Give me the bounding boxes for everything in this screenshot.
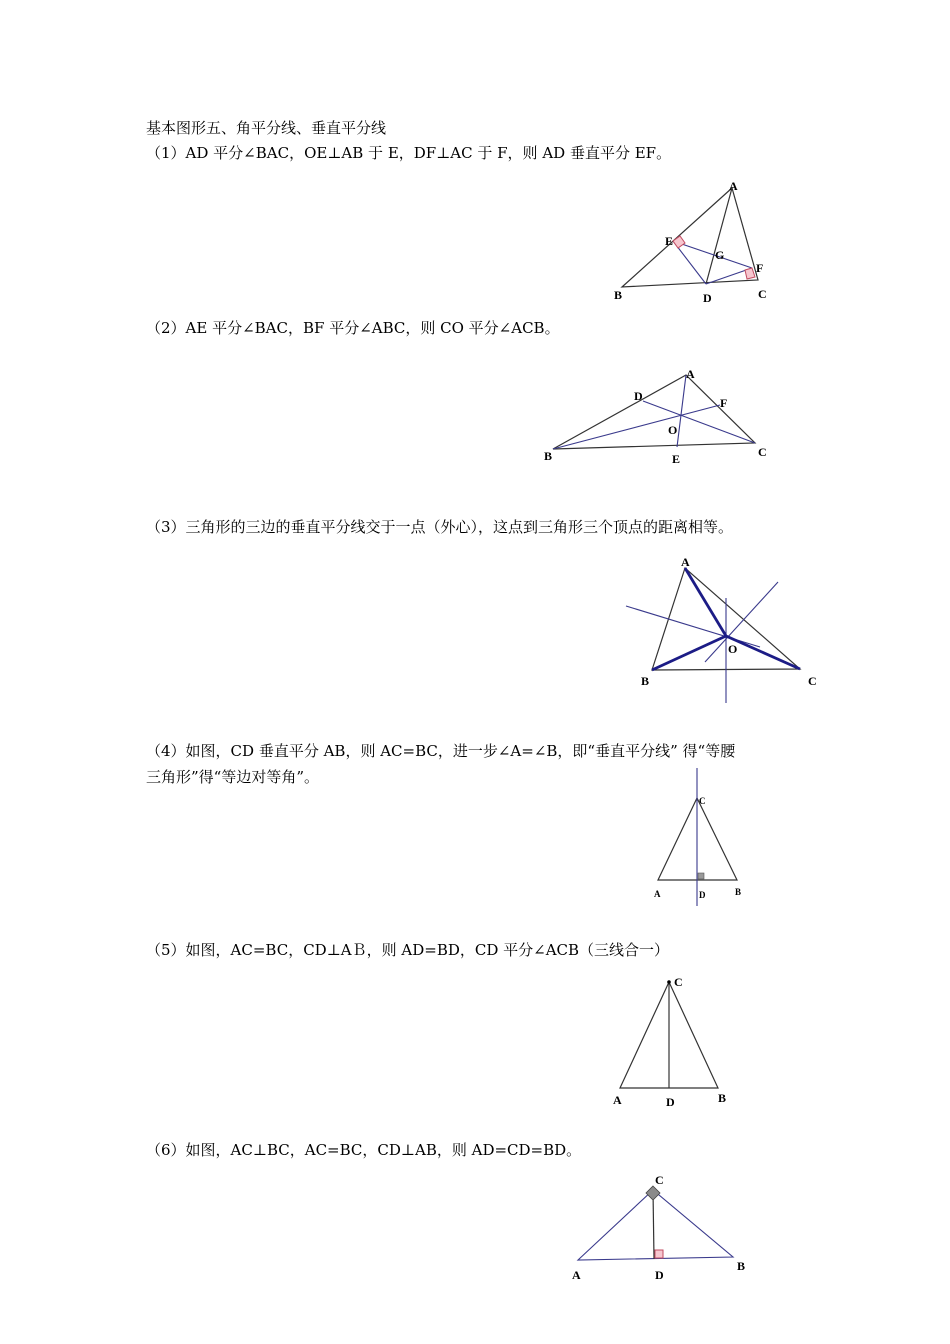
fig1-label-a: A — [729, 179, 738, 193]
fig5-label-b: B — [718, 1091, 727, 1105]
fig1-label-d: D — [703, 291, 712, 305]
item-6-text: （6）如图，AC⊥BC，AC=BC，CD⊥AB，则 AD=CD=BD。 — [146, 1141, 582, 1159]
fig2-label-f: F — [720, 396, 728, 410]
fig1-label-f: F — [756, 261, 764, 275]
item-4-text-line2: 三角形”得“等边对等角”。 — [146, 768, 320, 786]
fig5-label-d: D — [666, 1095, 675, 1109]
figure-3-shapes — [626, 568, 800, 703]
fig1-label-c: C — [758, 287, 767, 301]
fig2-label-d: D — [634, 389, 643, 403]
fig2-label-b: B — [544, 449, 553, 463]
figure-1-shapes — [622, 188, 758, 287]
figure-2-shapes — [553, 375, 755, 449]
fig6-label-b: B — [737, 1259, 746, 1273]
fig4-label-b: B — [735, 887, 742, 897]
fig6-label-d: D — [655, 1268, 664, 1282]
fig1-label-b: B — [614, 288, 623, 302]
fig4-label-c: C — [699, 796, 706, 806]
fig6-label-c: C — [655, 1173, 664, 1187]
fig2-label-e: E — [672, 452, 681, 466]
fig3-label-c: C — [808, 674, 817, 688]
fig3-label-b: B — [641, 674, 650, 688]
fig5-label-a: A — [613, 1093, 622, 1107]
figure-4-shapes — [658, 768, 737, 906]
item-1-text: （1）AD 平分∠BAC，OE⊥AB 于 E，DF⊥AC 于 F，则 AD 垂直平分 EF。 — [146, 144, 672, 162]
section-title: 基本图形五、角平分线、垂直平分线 — [146, 119, 387, 137]
fig4-label-d: D — [699, 890, 706, 900]
item-2-text: （2）AE 平分∠BAC，BF 平分∠ABC，则 CO 平分∠ACB。 — [146, 319, 560, 337]
figure-5-shapes — [620, 980, 718, 1088]
fig5-label-c: C — [674, 975, 683, 989]
fig2-label-c: C — [758, 445, 767, 459]
figure-6-shapes — [578, 1186, 733, 1260]
fig3-label-o: O — [728, 642, 738, 656]
fig2-label-a: A — [686, 367, 695, 381]
fig3-label-a: A — [681, 555, 690, 569]
fig2-label-o: O — [668, 423, 678, 437]
fig1-label-g: G — [715, 248, 725, 262]
item-5-text: （5）如图，AC=BC，CD⊥AＢ，则 AD=BD，CD 平分∠ACB（三线合一） — [146, 941, 670, 959]
fig1-label-e: E — [665, 234, 674, 248]
fig4-label-a: A — [654, 889, 661, 899]
item-3-text: （3）三角形的三边的垂直平分线交于一点（外心），这点到三角形三个顶点的距离相等。 — [146, 518, 734, 536]
item-4-text-line1: （4）如图，CD 垂直平分 AB，则 AC=BC，进一步∠A=∠B，即“垂直平分线” 得“等腰 — [146, 742, 736, 760]
fig6-label-a: A — [572, 1268, 581, 1282]
